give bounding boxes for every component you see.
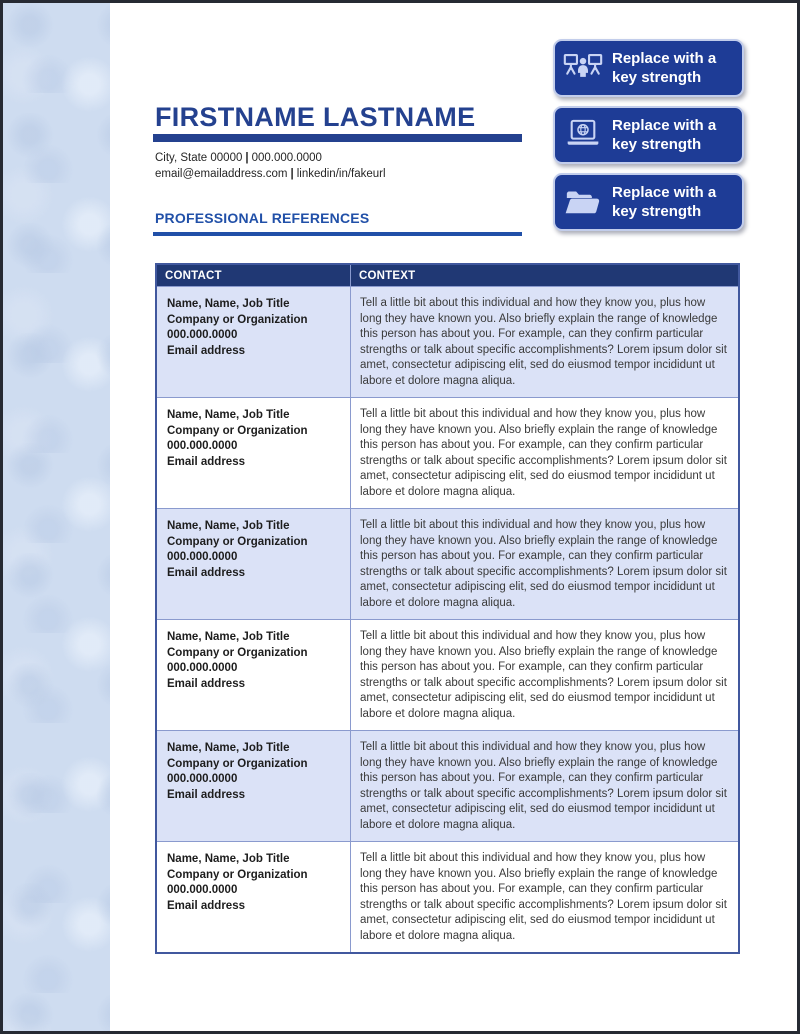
reference-context-cell bbox=[350, 731, 738, 841]
city-state-zip: City, State 00000 bbox=[155, 152, 243, 164]
section-title-rule bbox=[153, 232, 522, 236]
reference-email: Email address bbox=[167, 899, 245, 912]
reference-context-text: Tell a little bit about this individual and how they know you, plus how long they have known you. Also briefly explain the range of knowledge this person has about you. For example, can they confirm particular strengths or talk about specific accomplishments? Lorem ipsum dolor sit amet, consectetur adipiscing elit, sed do eiusmod tempor incididunt ut labore et dolore magna aliqua. bbox=[360, 408, 727, 498]
reference-context-text: Tell a little bit about this individual and how they know you, plus how long they have known you. Also briefly explain the range of knowledge this person has about you. For example, can they confirm particular strengths or talk about specific accomplishments? Lorem ipsum dolor sit amet, consectetur adipiscing elit, sed do eiusmod tempor incididunt ut labore et dolore magna aliqua. bbox=[360, 741, 727, 831]
separator: | bbox=[245, 152, 249, 164]
reference-phone: 000.000.0000 bbox=[167, 884, 238, 896]
context-column-header: CONTEXT bbox=[350, 265, 738, 286]
reference-contact-cell bbox=[157, 620, 350, 730]
table-body bbox=[157, 286, 738, 952]
reference-context-text: Tell a little bit about this individual and how they know you, plus how long they have known you. Also briefly explain the range of knowledge this person has about you. For example, can they confirm particular strengths or talk about specific accomplishments? Lorem ipsum dolor sit amet, consectetur adipiscing elit, sed do eiusmod tempor incididunt ut labore et dolore magna aliqua. bbox=[360, 852, 727, 942]
contact-line-1 bbox=[155, 151, 386, 167]
table-header-row bbox=[157, 265, 738, 286]
contact-column-header: CONTACT bbox=[165, 269, 222, 282]
badge-label: Replace with a key strength bbox=[612, 50, 717, 86]
key-strength-badge-3[interactable] bbox=[553, 173, 744, 231]
reference-name-title: Name, Name, Job Title bbox=[167, 298, 290, 310]
reference-name-title: Name, Name, Job Title bbox=[167, 631, 290, 643]
reference-phone: 000.000.0000 bbox=[167, 773, 238, 785]
reference-contact-cell bbox=[157, 731, 350, 841]
table-row bbox=[157, 619, 738, 730]
phone-number: 000.000.0000 bbox=[251, 152, 322, 164]
email-address: email@emailaddress.com bbox=[155, 167, 288, 180]
badge-label: Replace with a key strength bbox=[612, 117, 717, 153]
reference-context-text: Tell a little bit about this individual and how they know you, plus how long they have known you. Also briefly explain the range of knowledge this person has about you. For example, can they confirm particular strengths or talk about specific accomplishments? Lorem ipsum dolor sit amet, consectetur adipiscing elit, sed do eiusmod tempor incididunt ut labore et dolore magna aliqua. bbox=[360, 297, 727, 387]
reference-contact-cell bbox=[157, 398, 350, 508]
reference-phone: 000.000.0000 bbox=[167, 440, 238, 452]
reference-company: Company or Organization bbox=[167, 535, 308, 548]
reference-email: Email address bbox=[167, 344, 245, 357]
reference-phone: 000.000.0000 bbox=[167, 329, 238, 341]
reference-company: Company or Organization bbox=[167, 646, 308, 659]
open-folder-icon bbox=[562, 184, 604, 220]
contact-info bbox=[155, 151, 386, 182]
reference-phone: 000.000.0000 bbox=[167, 551, 238, 563]
reference-company: Company or Organization bbox=[167, 868, 308, 881]
reference-contact-cell bbox=[157, 509, 350, 619]
linkedin-url: linkedin/in/fakeurl bbox=[296, 167, 386, 180]
table-row bbox=[157, 286, 738, 397]
workstations-people-icon bbox=[562, 50, 604, 86]
reference-company: Company or Organization bbox=[167, 424, 308, 437]
reference-email: Email address bbox=[167, 677, 245, 690]
reference-email: Email address bbox=[167, 455, 245, 468]
reference-name-title: Name, Name, Job Title bbox=[167, 853, 290, 865]
reference-name-title: Name, Name, Job Title bbox=[167, 742, 290, 754]
key-strength-badge-2[interactable] bbox=[553, 106, 744, 164]
table-row bbox=[157, 730, 738, 841]
reference-context-cell bbox=[350, 842, 738, 952]
contact-line-2 bbox=[155, 167, 386, 183]
decorative-sidebar bbox=[3, 3, 110, 1031]
reference-context-cell bbox=[350, 509, 738, 619]
reference-name-title: Name, Name, Job Title bbox=[167, 520, 290, 532]
section-title: PROFESSIONAL REFERENCES bbox=[155, 210, 370, 226]
reference-contact-cell bbox=[157, 842, 350, 952]
table-row bbox=[157, 841, 738, 952]
key-strength-badge-1[interactable] bbox=[553, 39, 744, 97]
key-strength-badges bbox=[553, 39, 744, 231]
laptop-globe-icon bbox=[562, 117, 604, 153]
reference-context-cell bbox=[350, 620, 738, 730]
table-row bbox=[157, 397, 738, 508]
reference-contact-cell bbox=[157, 287, 350, 397]
reference-name-title: Name, Name, Job Title bbox=[167, 409, 290, 421]
reference-context-text: Tell a little bit about this individual and how they know you, plus how long they have known you. Also briefly explain the range of knowledge this person has about you. For example, can they confirm particular strengths or talk about specific accomplishments? Lorem ipsum dolor sit amet, consectetur adipiscing elit, sed do eiusmod tempor incididunt ut labore et dolore magna aliqua. bbox=[360, 630, 727, 720]
separator: | bbox=[290, 167, 294, 180]
references-table bbox=[155, 263, 740, 954]
name-underline-bar bbox=[153, 134, 522, 142]
reference-email: Email address bbox=[167, 788, 245, 801]
page-title: FIRSTNAME LASTNAME bbox=[155, 102, 476, 132]
reference-context-cell bbox=[350, 398, 738, 508]
reference-company: Company or Organization bbox=[167, 757, 308, 770]
table-row bbox=[157, 508, 738, 619]
badge-label: Replace with a key strength bbox=[612, 184, 717, 220]
reference-phone: 000.000.0000 bbox=[167, 662, 238, 674]
reference-company: Company or Organization bbox=[167, 313, 308, 326]
reference-context-text: Tell a little bit about this individual and how they know you, plus how long they have known you. Also briefly explain the range of knowledge this person has about you. For example, can they confirm particular strengths or talk about specific accomplishments? Lorem ipsum dolor sit amet, consectetur adipiscing elit, sed do eiusmod tempor incididunt ut labore et dolore magna aliqua. bbox=[360, 519, 727, 609]
reference-context-cell bbox=[350, 287, 738, 397]
reference-email: Email address bbox=[167, 566, 245, 579]
